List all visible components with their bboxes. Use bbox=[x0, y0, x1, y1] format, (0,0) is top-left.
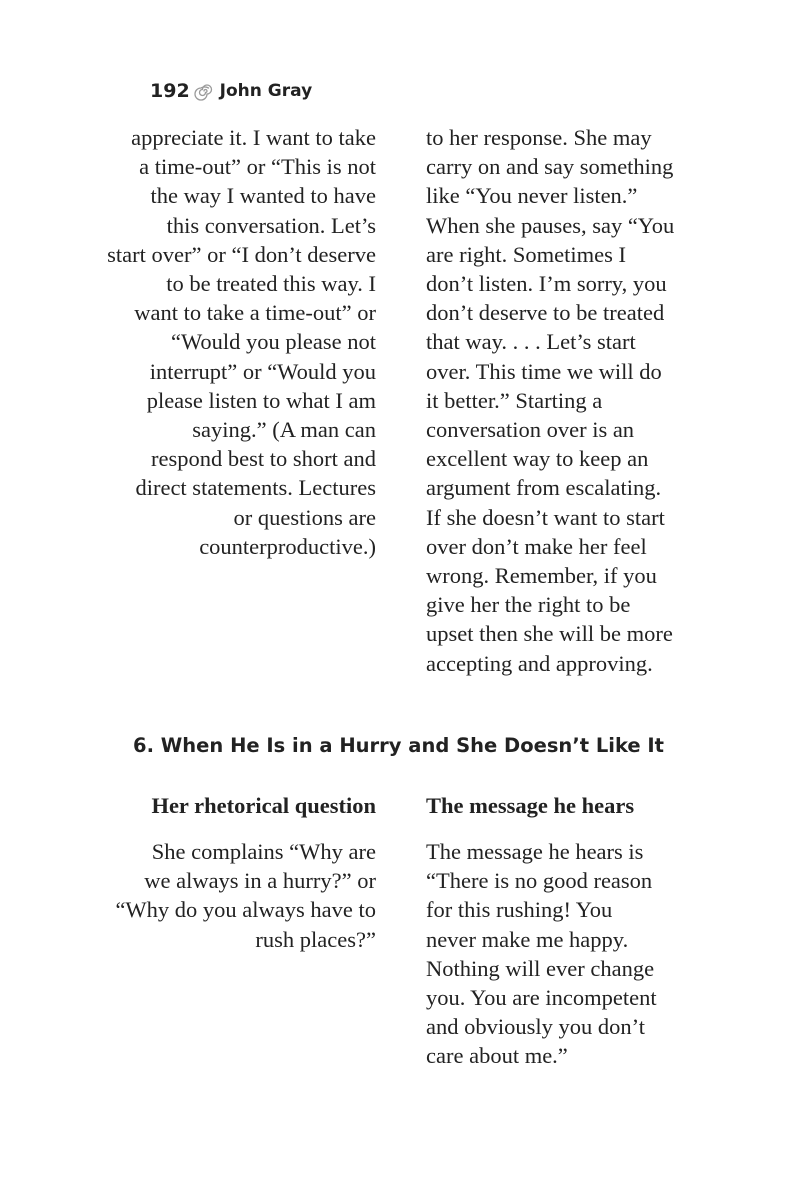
text-line: we always in a hurry?” or bbox=[144, 868, 376, 894]
text-line: this conversation. Let’s bbox=[166, 212, 376, 238]
text-line: please listen to what I am bbox=[146, 387, 376, 413]
text-line: start over” or “I don’t deserve bbox=[107, 241, 376, 267]
text-line: “There is no good reason bbox=[426, 868, 653, 894]
text-line: The message he hears is bbox=[426, 839, 644, 864]
text-line: the way I wanted to have bbox=[150, 183, 376, 209]
text-line: rush places?” bbox=[255, 926, 376, 952]
spiral-icon bbox=[194, 81, 214, 101]
text-line: to be treated this way. I bbox=[166, 271, 376, 297]
paragraph-continued-left bbox=[101, 123, 376, 561]
paragraph-continued-right bbox=[426, 123, 701, 678]
text-line: counterproductive.) bbox=[199, 533, 376, 559]
text-line: a time-out” or “This is not bbox=[139, 154, 376, 180]
her-rhetorical-question-heading: Her rhetorical question bbox=[151, 793, 376, 818]
text-line: you. You are incompetent bbox=[426, 985, 657, 1011]
text-line: argument from escalating. bbox=[426, 475, 662, 501]
rhetorical-question-text bbox=[101, 837, 376, 954]
paragraph bbox=[426, 837, 701, 1071]
text-line: “Why do you always have to bbox=[115, 897, 376, 923]
running-header bbox=[150, 80, 312, 102]
text-column-left bbox=[101, 123, 376, 561]
text-line: respond best to short and bbox=[151, 446, 376, 472]
text-line: to her response. She may bbox=[426, 125, 652, 150]
text-line: appreciate it. I want to take bbox=[131, 125, 376, 150]
text-line: She complains “Why are bbox=[151, 839, 376, 864]
text-line: Nothing will ever change bbox=[426, 955, 655, 981]
text-line: never make me happy. bbox=[426, 926, 629, 952]
text-line: give her the right to be bbox=[426, 592, 631, 618]
text-line: “Would you please not bbox=[170, 329, 376, 355]
text-line: saying.” (A man can bbox=[192, 417, 376, 443]
section-heading: 6. When He Is in a Hurry and She Doesn’t Like It bbox=[133, 734, 664, 757]
text-line: over don’t make her feel bbox=[426, 533, 647, 559]
text-line: for this rushing! You bbox=[426, 897, 613, 923]
text-line: or questions are bbox=[233, 504, 376, 530]
message-he-hears-heading: The message he hears bbox=[426, 793, 635, 818]
text-line: care about me.” bbox=[426, 1043, 568, 1069]
page-number: 192 bbox=[150, 80, 190, 102]
text-line: When she pauses, say “You bbox=[426, 212, 675, 238]
text-line: that way. . . . Let’s start bbox=[426, 329, 636, 355]
text-line: are right. Sometimes I bbox=[426, 241, 626, 267]
text-column-right bbox=[426, 123, 701, 678]
author-name: John Gray bbox=[219, 81, 313, 101]
text-line: direct statements. Lectures bbox=[135, 475, 376, 501]
text-line: If she doesn’t want to start bbox=[426, 504, 665, 530]
text-line: conversation over is an bbox=[426, 417, 635, 443]
text-line: excellent way to keep an bbox=[426, 446, 649, 472]
text-line: don’t listen. I’m sorry, you bbox=[426, 271, 667, 297]
text-line: wrong. Remember, if you bbox=[426, 563, 657, 589]
text-line: upset then she will be more bbox=[426, 621, 673, 647]
text-line: it better.” Starting a bbox=[426, 387, 603, 413]
text-line: and obviously you don’t bbox=[426, 1014, 645, 1040]
paragraph bbox=[101, 837, 376, 954]
text-line: accepting and approving. bbox=[426, 650, 653, 676]
text-line: interrupt” or “Would you bbox=[149, 358, 376, 384]
text-line: want to take a time-out” or bbox=[134, 300, 376, 326]
text-line: like “You never listen.” bbox=[426, 183, 638, 209]
text-line: don’t deserve to be treated bbox=[426, 300, 665, 326]
message-he-hears-text bbox=[426, 837, 701, 1071]
text-line: carry on and say something bbox=[426, 154, 674, 180]
text-line: over. This time we will do bbox=[426, 358, 662, 384]
